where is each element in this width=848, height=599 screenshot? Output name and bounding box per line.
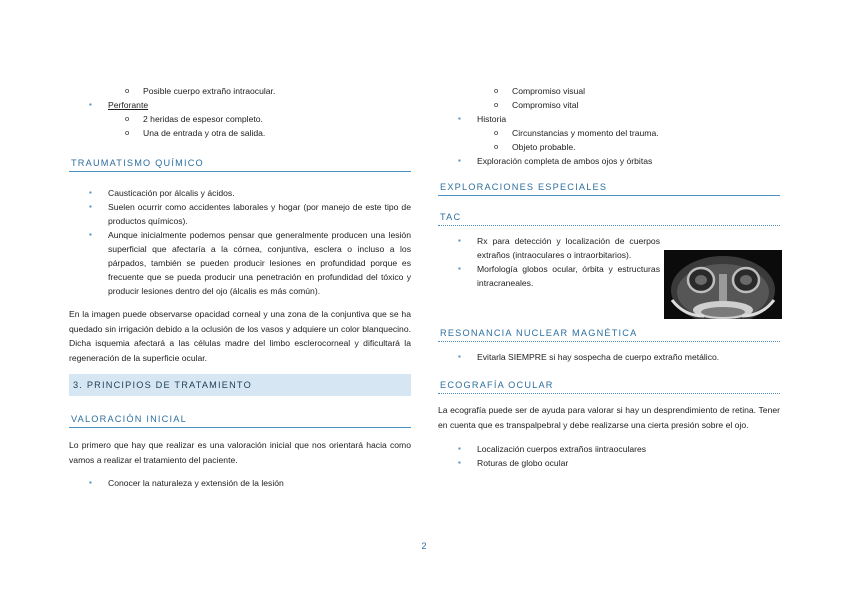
section-heading-tac: TAC [438,210,780,226]
list-item: ▪ Roturas de globo ocular [438,456,780,470]
list-item: o Compromiso visual [438,84,780,98]
list-item: o 2 heridas de espesor completo. [69,112,411,126]
list-item: o Una de entrada y otra de salida. [69,126,411,140]
list-item: o Compromiso vital [438,98,780,112]
list-item: ▪ Exploración completa de ambos ojos y órbitas [438,154,780,168]
list-item: o Circunstancias y momento del trauma. [438,126,780,140]
list-item: ▪ Suelen ocurrir como accidentes laborales y hogar (por manejo de este tipo de productos químicos). [69,200,411,228]
section-band-principios: 3. PRINCIPIOS DE TRATAMIENTO [69,374,411,396]
list-item: o Posible cuerpo extraño intraocular. [69,84,411,98]
valoracion-paragraph: Lo primero que hay que realizar es una valoración inicial que nos orientará hacia como vamos a realizar el tratamiento del paciente. [69,440,411,465]
perforante-label: Perforante [108,100,149,110]
section-heading-quimico: TRAUMATISMO QUÍMICO [69,156,411,172]
list-item [69,98,411,112]
list-item: ▪ Historia [438,112,780,126]
section-heading-exploraciones: EXPLORACIONES ESPECIALES [438,180,780,196]
ecografia-paragraph: La ecografía puede ser de ayuda para valorar si hay un desprendimiento de retina. Tener en cuenta que es transpalpebral y debe realizarse una cierta presión sobre el ojo. [438,405,780,430]
section-heading-valoracion: VALORACIÓN INICIAL [69,412,411,428]
section-heading-ecografia: ECOGRAFÍA OCULAR [438,378,780,394]
list-item: o Objeto probable. [438,140,780,154]
list-item: ▪ Evitarla SIEMPRE si hay sospecha de cuerpo extraño metálico. [438,350,780,364]
list-item: ▪ Causticación por álcalis y ácidos. [69,186,411,200]
list-item: ▪ Rx para detección y localización de cuerpos extraños (intraoculares o intraorbitarios). [438,234,660,262]
quimico-paragraph: En la imagen puede observarse opacidad corneal y una zona de la conjuntiva que se ha quedado sin irrigación debido a la oclusión de los vasos y adquiere un color blanquecino. Dicha isquemia afectará a las células madre del limbo esclerocorneal y dificultará la regeneración de la superficie ocular. [69,309,411,363]
ct-scan-image [664,250,782,319]
left-column [69,84,411,490]
section-heading-resonancia: RESONANCIA NUCLEAR MAGNÉTICA [438,326,780,342]
list-item: ▪ Aunque inicialmente podemos pensar que generalmente producen una lesión superficial que afectaría a la córnea, conjuntiva, esclera o incluso a los párpados, también se pueden producir lesiones en profundidad porque es frecuente que se pueda producir una penetración en profundidad del tóxico y producir lesiones dentro del ojo (álcalis es más común). [69,228,411,298]
list-item: ▪ Conocer la naturaleza y extensión de la lesión [69,476,411,490]
list-item: ▪ Morfología globos ocular, órbita y estructuras intracraneales. [438,262,660,290]
page-number: 2 [421,541,427,551]
list-item: ▪ Localización cuerpos extraños iintraoculares [438,442,780,456]
